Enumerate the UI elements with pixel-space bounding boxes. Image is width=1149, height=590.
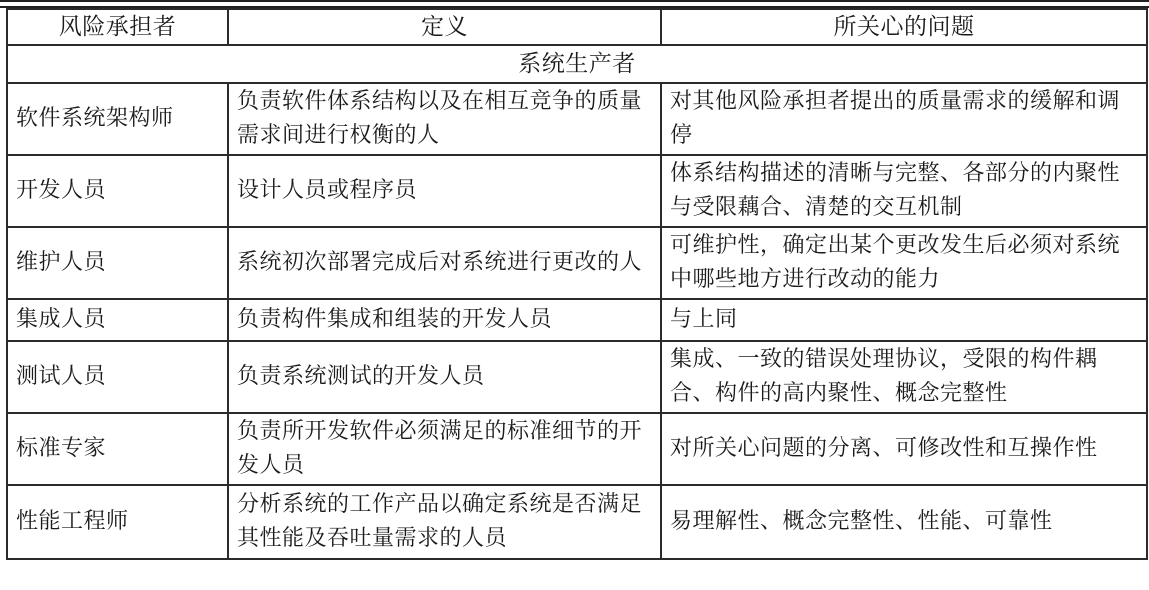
header-definition: 定义: [228, 9, 661, 45]
header-stakeholder: 风险承担者: [7, 9, 228, 45]
definition-cell: 设计人员或程序员: [228, 155, 661, 227]
top-rule: [0, 0, 1149, 8]
concerns-cell: 易理解性、概念完整性、性能、可靠性: [661, 485, 1147, 559]
table-row: [7, 485, 1147, 559]
table-row: [7, 227, 1147, 299]
concerns-cell: 集成、一致的错误处理协议，受限的构件耦合、构件的高内聚性、概念完整性: [661, 341, 1147, 413]
definition-cell: 分析系统的工作产品以确定系统是否满足其性能及吞吐量需求的人员: [228, 485, 661, 559]
section-title: 系统生产者: [7, 45, 1147, 83]
concerns-cell: 体系结构描述的清晰与完整、各部分的内聚性与受限藕合、清楚的交互机制: [661, 155, 1147, 227]
table-row: [7, 413, 1147, 485]
header-concerns: 所关心的问题: [661, 9, 1147, 45]
stakeholder-cell: 维护人员: [7, 227, 228, 299]
stakeholder-cell: 标准专家: [7, 413, 228, 485]
table-row: [7, 83, 1147, 155]
concerns-cell: 对其他风险承担者提出的质量需求的缓解和调停: [661, 83, 1147, 155]
concerns-cell: 可维护性，确定出某个更改发生后必须对系统中哪些地方进行改动的能力: [661, 227, 1147, 299]
definition-cell: 负责所开发软件必须满足的标准细节的开发人员: [228, 413, 661, 485]
stakeholder-cell: 开发人员: [7, 155, 228, 227]
stakeholder-cell: 测试人员: [7, 341, 228, 413]
definition-cell: 负责系统测试的开发人员: [228, 341, 661, 413]
definition-cell: 负责软件体系结构以及在相互竞争的质量需求间进行权衡的人: [228, 83, 661, 155]
concerns-cell: 对所关心问题的分离、可修改性和互操作性: [661, 413, 1147, 485]
table-row: [7, 341, 1147, 413]
stakeholder-table: [6, 8, 1148, 560]
table-header-row: [7, 9, 1147, 45]
definition-cell: 系统初次部署完成后对系统进行更改的人: [228, 227, 661, 299]
table-row: [7, 155, 1147, 227]
table-row: [7, 299, 1147, 341]
stakeholder-cell: 软件系统架构师: [7, 83, 228, 155]
definition-cell: 负责构件集成和组装的开发人员: [228, 299, 661, 341]
section-row: [7, 45, 1147, 83]
concerns-cell: 与上同: [661, 299, 1147, 341]
stakeholder-cell: 集成人员: [7, 299, 228, 341]
stakeholder-cell: 性能工程师: [7, 485, 228, 559]
